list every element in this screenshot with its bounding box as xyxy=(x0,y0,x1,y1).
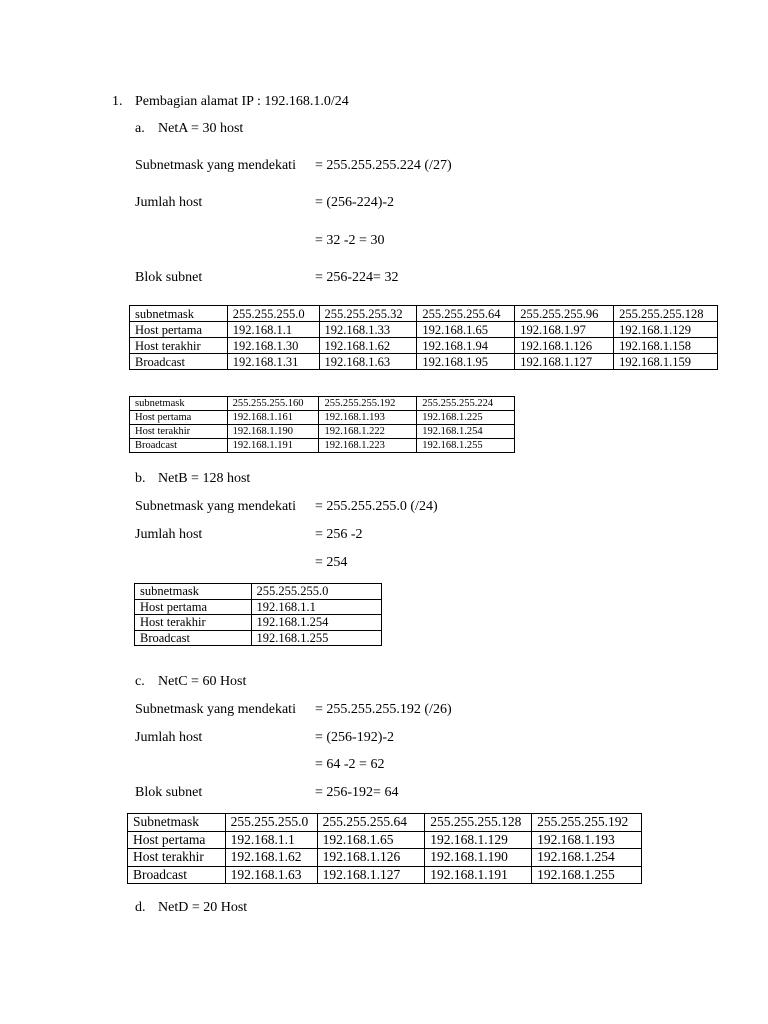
table-row-header-cell: subnetmask xyxy=(130,306,228,322)
table-cell: 192.168.1.190 xyxy=(227,425,319,439)
table-row-header-cell: subnetmask xyxy=(130,397,228,411)
netc-val-jumlah-host-result: = 64 -2 = 62 xyxy=(315,757,385,772)
table-row-header-cell: Broadcast xyxy=(135,630,252,646)
table-cell: 192.168.1.193 xyxy=(319,411,417,425)
table-row xyxy=(128,831,642,849)
table-cell: 192.168.1.254 xyxy=(532,849,642,867)
table-cell: 255.255.255.64 xyxy=(317,814,425,832)
netb-subnet-table xyxy=(134,583,382,646)
table-cell: 192.168.1.95 xyxy=(417,354,515,370)
netd-title: NetD = 20 Host xyxy=(158,900,248,915)
table-cell: 192.168.1.222 xyxy=(319,425,417,439)
table-row xyxy=(130,306,718,322)
table-cell: 192.168.1.65 xyxy=(417,322,515,338)
netc-title: NetC = 60 Host xyxy=(158,674,247,689)
table-row-header-cell: Host pertama xyxy=(130,411,228,425)
table-row xyxy=(135,615,382,631)
table-row xyxy=(130,411,515,425)
heading-number: 1. xyxy=(112,94,123,109)
table-cell: 192.168.1.191 xyxy=(227,439,319,453)
neta-subnet-table-1 xyxy=(129,305,718,370)
table-cell: 255.255.255.192 xyxy=(532,814,642,832)
table-cell: 255.255.255.128 xyxy=(614,306,718,322)
table-cell: 192.168.1.97 xyxy=(515,322,614,338)
table-cell: 192.168.1.193 xyxy=(532,831,642,849)
table-cell: 192.168.1.254 xyxy=(417,425,515,439)
table-cell: 192.168.1.63 xyxy=(319,354,417,370)
netb-val-subnetmask: = 255.255.255.0 (/24) xyxy=(315,499,438,514)
netb-title: NetB = 128 host xyxy=(158,471,251,486)
table-cell: 192.168.1.191 xyxy=(425,866,532,884)
table-cell: 255.255.255.64 xyxy=(417,306,515,322)
netc-val-blok-subnet: = 256-192= 64 xyxy=(315,785,399,800)
neta-subnet-table-2 xyxy=(129,396,515,453)
neta-val-subnetmask: = 255.255.255.224 (/27) xyxy=(315,158,452,173)
table-cell: 192.168.1.126 xyxy=(515,338,614,354)
table-cell: 192.168.1.225 xyxy=(417,411,515,425)
table-row xyxy=(128,866,642,884)
table-row xyxy=(130,354,718,370)
table-cell: 192.168.1.254 xyxy=(251,615,381,631)
table-cell: 255.255.255.32 xyxy=(319,306,417,322)
table-row xyxy=(130,397,515,411)
page-heading: Pembagian alamat IP : 192.168.1.0/24 xyxy=(135,94,349,109)
netc-key-jumlah-host: Jumlah host xyxy=(135,730,203,745)
table-row xyxy=(135,630,382,646)
neta-subnet-table-2-body xyxy=(130,397,515,453)
table-row xyxy=(130,439,515,453)
table-cell: 192.168.1.255 xyxy=(417,439,515,453)
table-cell: 255.255.255.0 xyxy=(227,306,319,322)
table-cell: 255.255.255.96 xyxy=(515,306,614,322)
table-row-header-cell: Host terakhir xyxy=(128,849,226,867)
table-row-header-cell: Host pertama xyxy=(128,831,226,849)
netc-subnet-table xyxy=(127,813,642,884)
table-row xyxy=(130,338,718,354)
netc-val-jumlah-host: = (256-192)-2 xyxy=(315,730,395,745)
table-cell: 192.168.1.159 xyxy=(614,354,718,370)
table-cell: 255.255.255.192 xyxy=(319,397,417,411)
table-cell: 192.168.1.190 xyxy=(425,849,532,867)
table-cell: 192.168.1.1 xyxy=(225,831,317,849)
table-row xyxy=(130,322,718,338)
table-row xyxy=(128,814,642,832)
table-cell: 192.168.1.127 xyxy=(515,354,614,370)
table-cell: 255.255.255.0 xyxy=(251,584,381,600)
table-row-header-cell: Host terakhir xyxy=(130,425,228,439)
netc-key-blok-subnet: Blok subnet xyxy=(135,785,203,800)
table-row-header-cell: Host terakhir xyxy=(130,338,228,354)
netb-key-jumlah-host: Jumlah host xyxy=(135,527,203,542)
table-cell: 192.168.1.31 xyxy=(227,354,319,370)
table-cell: 192.168.1.62 xyxy=(319,338,417,354)
table-cell: 192.168.1.1 xyxy=(251,599,381,615)
table-cell: 192.168.1.30 xyxy=(227,338,319,354)
table-row-header-cell: Host terakhir xyxy=(135,615,252,631)
neta-label: a. xyxy=(135,121,145,136)
table-row-header-cell: Host pertama xyxy=(130,322,228,338)
table-cell: 192.168.1.129 xyxy=(614,322,718,338)
table-cell: 192.168.1.94 xyxy=(417,338,515,354)
table-row-header-cell: Broadcast xyxy=(130,439,228,453)
netb-label: b. xyxy=(135,471,146,486)
table-cell: 255.255.255.224 xyxy=(417,397,515,411)
netb-val-jumlah-host-result: = 254 xyxy=(315,555,348,570)
table-cell: 255.255.255.160 xyxy=(227,397,319,411)
table-cell: 192.168.1.158 xyxy=(614,338,718,354)
neta-val-jumlah-host-result: = 32 -2 = 30 xyxy=(315,233,385,248)
table-cell: 192.168.1.63 xyxy=(225,866,317,884)
netb-subnet-table-body xyxy=(135,584,382,646)
table-row xyxy=(130,425,515,439)
neta-title: NetA = 30 host xyxy=(158,121,244,136)
table-cell: 192.168.1.127 xyxy=(317,866,425,884)
netd-label: d. xyxy=(135,900,146,915)
neta-val-jumlah-host: = (256-224)-2 xyxy=(315,195,395,210)
table-cell: 192.168.1.129 xyxy=(425,831,532,849)
table-cell: 192.168.1.255 xyxy=(251,630,381,646)
table-row-header-cell: Broadcast xyxy=(128,866,226,884)
netc-key-subnetmask: Subnetmask yang mendekati xyxy=(135,702,296,717)
table-cell: 192.168.1.126 xyxy=(317,849,425,867)
table-row-header-cell: Subnetmask xyxy=(128,814,226,832)
table-row xyxy=(128,849,642,867)
neta-key-subnetmask: Subnetmask yang mendekati xyxy=(135,158,296,173)
netc-label: c. xyxy=(135,674,145,689)
table-cell: 192.168.1.255 xyxy=(532,866,642,884)
table-row xyxy=(135,599,382,615)
table-cell: 192.168.1.161 xyxy=(227,411,319,425)
table-cell: 192.168.1.223 xyxy=(319,439,417,453)
netb-val-jumlah-host: = 256 -2 xyxy=(315,527,363,542)
table-cell: 192.168.1.1 xyxy=(227,322,319,338)
table-row-header-cell: Broadcast xyxy=(130,354,228,370)
neta-val-blok-subnet: = 256-224= 32 xyxy=(315,270,399,285)
table-row-header-cell: Host pertama xyxy=(135,599,252,615)
netb-key-subnetmask: Subnetmask yang mendekati xyxy=(135,499,296,514)
table-row xyxy=(135,584,382,600)
table-cell: 255.255.255.0 xyxy=(225,814,317,832)
table-cell: 255.255.255.128 xyxy=(425,814,532,832)
table-cell: 192.168.1.65 xyxy=(317,831,425,849)
netc-val-subnetmask: = 255.255.255.192 (/26) xyxy=(315,702,452,717)
neta-subnet-table-1-body xyxy=(130,306,718,370)
table-row-header-cell: subnetmask xyxy=(135,584,252,600)
neta-key-blok-subnet: Blok subnet xyxy=(135,270,203,285)
table-cell: 192.168.1.62 xyxy=(225,849,317,867)
table-cell: 192.168.1.33 xyxy=(319,322,417,338)
neta-key-jumlah-host: Jumlah host xyxy=(135,195,203,210)
netc-subnet-table-body xyxy=(128,814,642,884)
